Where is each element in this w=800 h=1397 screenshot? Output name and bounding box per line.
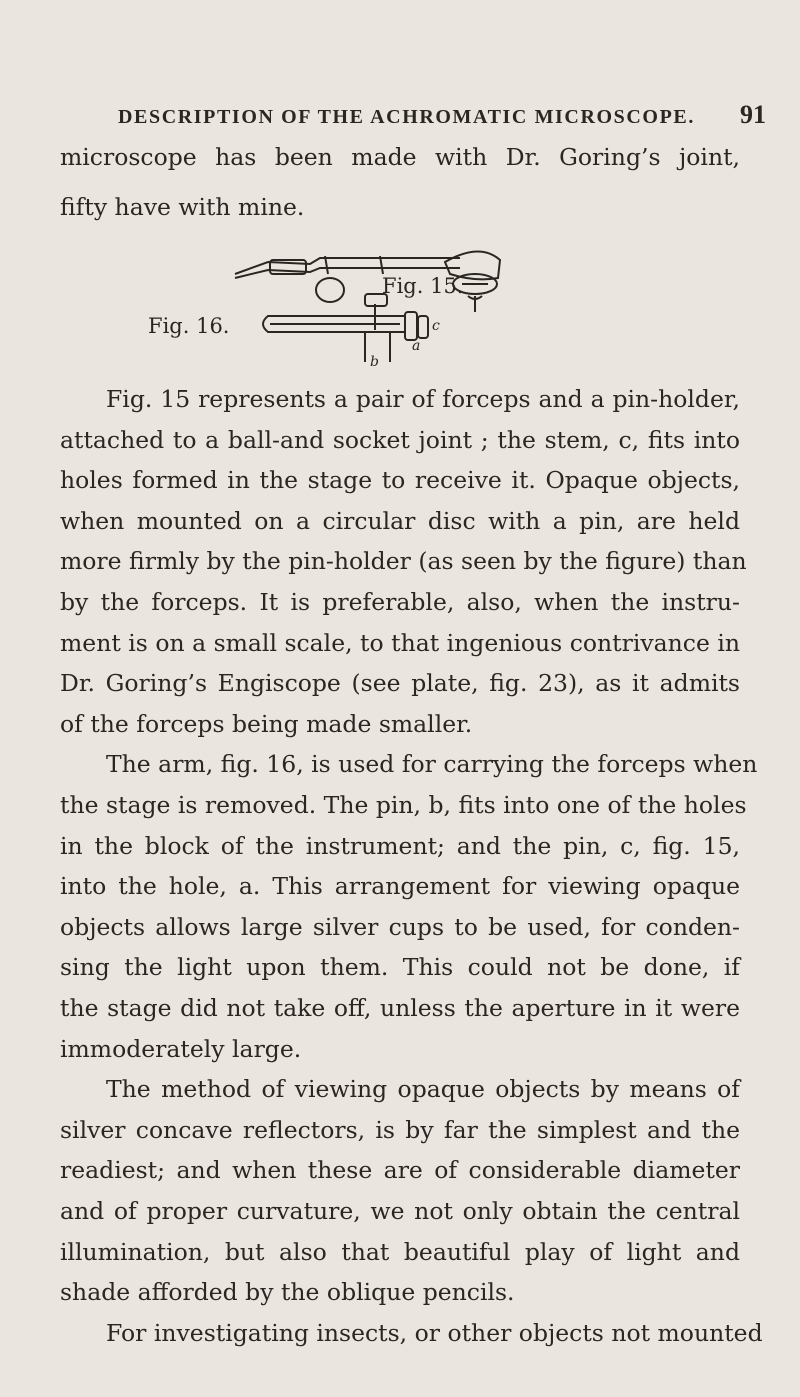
page-header [0, 100, 800, 136]
text-line: sing the light upon them. This could not be done, if [60, 953, 740, 982]
fig-16-label: Fig. 16. [148, 314, 230, 338]
text-line: The arm, fig. 16, is used for carrying the forceps when [106, 750, 758, 779]
text-line: in the block of the instrument; and the pin, c, fig. 15, [60, 831, 740, 860]
text-line: immoderately large. [60, 1034, 302, 1063]
text-line: readiest; and when these are of considerable diameter [60, 1156, 740, 1185]
text-line: shade afforded by the oblique pencils. [60, 1278, 515, 1307]
letter-a: a [412, 338, 421, 354]
text-line: objects allows large silver cups to be used, for conden- [60, 912, 740, 941]
text-line: the stage is removed. The pin, b, fits into one of the holes [60, 791, 747, 819]
text-line: when mounted on a circular disc with a pin, are held [60, 506, 740, 535]
text-line: the stage did not take off, unless the aperture in it were [60, 994, 740, 1022]
figure-illustration [148, 212, 570, 370]
fig-15-label: Fig. 15. [382, 274, 464, 298]
text-line: more firmly by the pin-holder (as seen by the figure) than [60, 547, 747, 576]
page-number: 91 [740, 100, 766, 129]
text-line: For investigating insects, or other objects not mounted [106, 1318, 763, 1347]
text-line: Dr. Goring’s Engiscope (see plate, fig. 23), as it admits [60, 669, 740, 698]
text-line: attached to a ball-and socket joint ; the stem, c, fits into [60, 425, 740, 454]
text-line: Fig. 15 represents a pair of forceps and a pin-holder, [106, 385, 740, 413]
letter-c: c [432, 318, 440, 334]
text-line: by the forceps. It is preferable, also, when the instru- [60, 588, 740, 616]
text-line: illumination, but also that beautiful play of light and [60, 1237, 740, 1266]
forceps-arm-drawing [150, 212, 570, 362]
text-line: into the hole, a. This arrangement for viewing opaque [60, 872, 740, 901]
text-line: ment is on a small scale, to that ingenious contrivance in [60, 628, 740, 657]
running-head: DESCRIPTION OF THE ACHROMATIC MICROSCOPE. [118, 106, 695, 128]
text-line: fifty have with mine. [60, 193, 305, 221]
text-line: silver concave reflectors, is by far the simplest and the [60, 1115, 740, 1144]
text-line: of the forceps being made smaller. [60, 709, 473, 738]
text-line: The method of viewing opaque objects by means of [106, 1075, 740, 1104]
text-line: holes formed in the stage to receive it. Opaque objects, [60, 466, 740, 495]
text-line: microscope has been made with Dr. Goring’s joint, [60, 143, 740, 171]
letter-b: b [370, 354, 379, 370]
text-line: and of proper curvature, we not only obtain the central [60, 1197, 740, 1225]
